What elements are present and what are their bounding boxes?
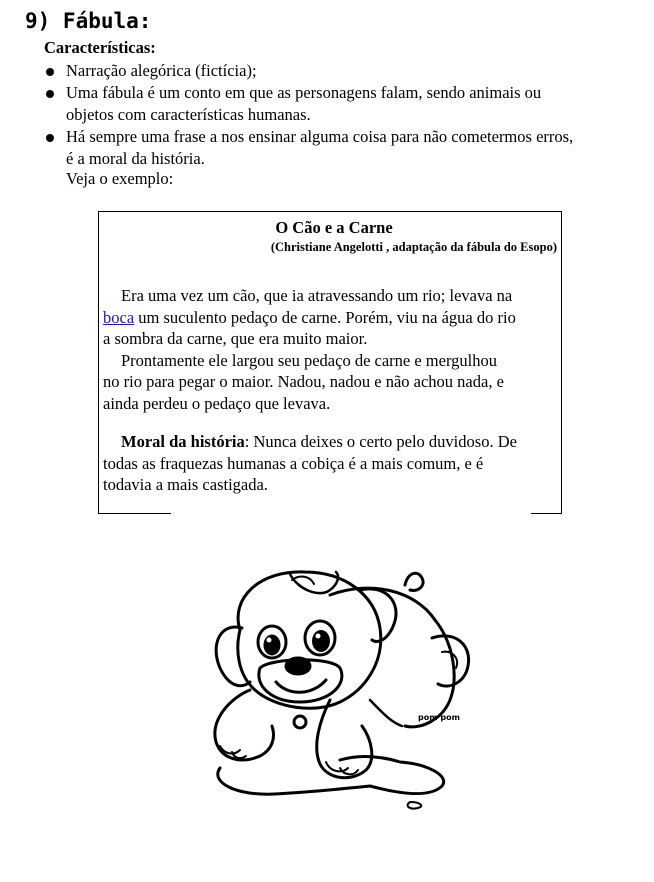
story-body	[103, 285, 559, 496]
list-item	[44, 60, 644, 82]
story-line: Era uma vez um cão, que ia atravessando um rio; levava na	[121, 286, 513, 305]
story-credit: (Christiane Angelotti , adaptação da fábula do Esopo)	[270, 240, 557, 254]
svg-text:pom pom: pom pom	[418, 713, 460, 722]
moral-line: todas as fraquezas humanas a cobiça é a mais comum, e é	[103, 453, 484, 473]
box-bottom-left-edge	[99, 513, 171, 514]
story-text: um suculento pedaço de carne. Porém, viu na água do rio	[134, 307, 516, 327]
list-item-text: Narração alegórica (fictícia);	[66, 61, 257, 80]
dog-nose	[286, 658, 310, 674]
dog-front-right-leg	[317, 700, 372, 778]
pompom-logo	[418, 713, 460, 722]
boca-link[interactable]: boca	[103, 307, 135, 327]
puppy-illustration	[180, 550, 480, 830]
list-item-text: Há sempre uma frase a nos ensinar alguma coisa para não cometermos erros,	[66, 127, 574, 146]
story-title: O Cão e a Carne	[275, 218, 393, 237]
bullet-icon	[46, 90, 54, 98]
moral-line: todavia a mais castigada.	[103, 475, 268, 494]
dog-back-leg	[432, 636, 469, 686]
example-intro: Veja o exemplo:	[66, 169, 174, 188]
box-bottom-right-edge	[531, 513, 561, 514]
puddle-drip	[408, 802, 422, 809]
moral-label: Moral da história	[121, 432, 245, 451]
dog-tail	[405, 573, 423, 590]
story-line: Prontamente ele largou seu pedaço de carne e mergulhou	[121, 350, 497, 370]
story-line	[103, 307, 559, 329]
list-item-text: é a moral da história.	[66, 149, 205, 168]
page-heading: 9) Fábula:	[25, 9, 152, 33]
moral-line	[103, 431, 559, 453]
list-item-text: objetos com características humanas.	[66, 105, 311, 124]
features-list	[44, 60, 644, 170]
features-label: Características:	[44, 38, 156, 57]
story-box	[98, 211, 562, 514]
story-line: a sombra da carne, que era muito maior.	[103, 329, 368, 348]
story-line: no rio para pegar o maior. Nadou, nadou e não achou nada, e	[103, 372, 504, 391]
bullet-icon	[46, 134, 54, 142]
bullet-icon	[46, 68, 54, 76]
list-item-text: Uma fábula é um conto em que as personagens falam, sendo animais ou	[66, 83, 542, 102]
dog-collar-tag	[294, 716, 306, 728]
story-line: ainda perdeu o pedaço que levava.	[103, 393, 331, 413]
dog-mouth	[276, 680, 326, 692]
list-item	[44, 82, 644, 126]
list-item	[44, 126, 644, 170]
moral-text: : Nunca deixes o certo pelo duvidoso. De	[244, 432, 517, 451]
dog-body	[330, 588, 454, 727]
